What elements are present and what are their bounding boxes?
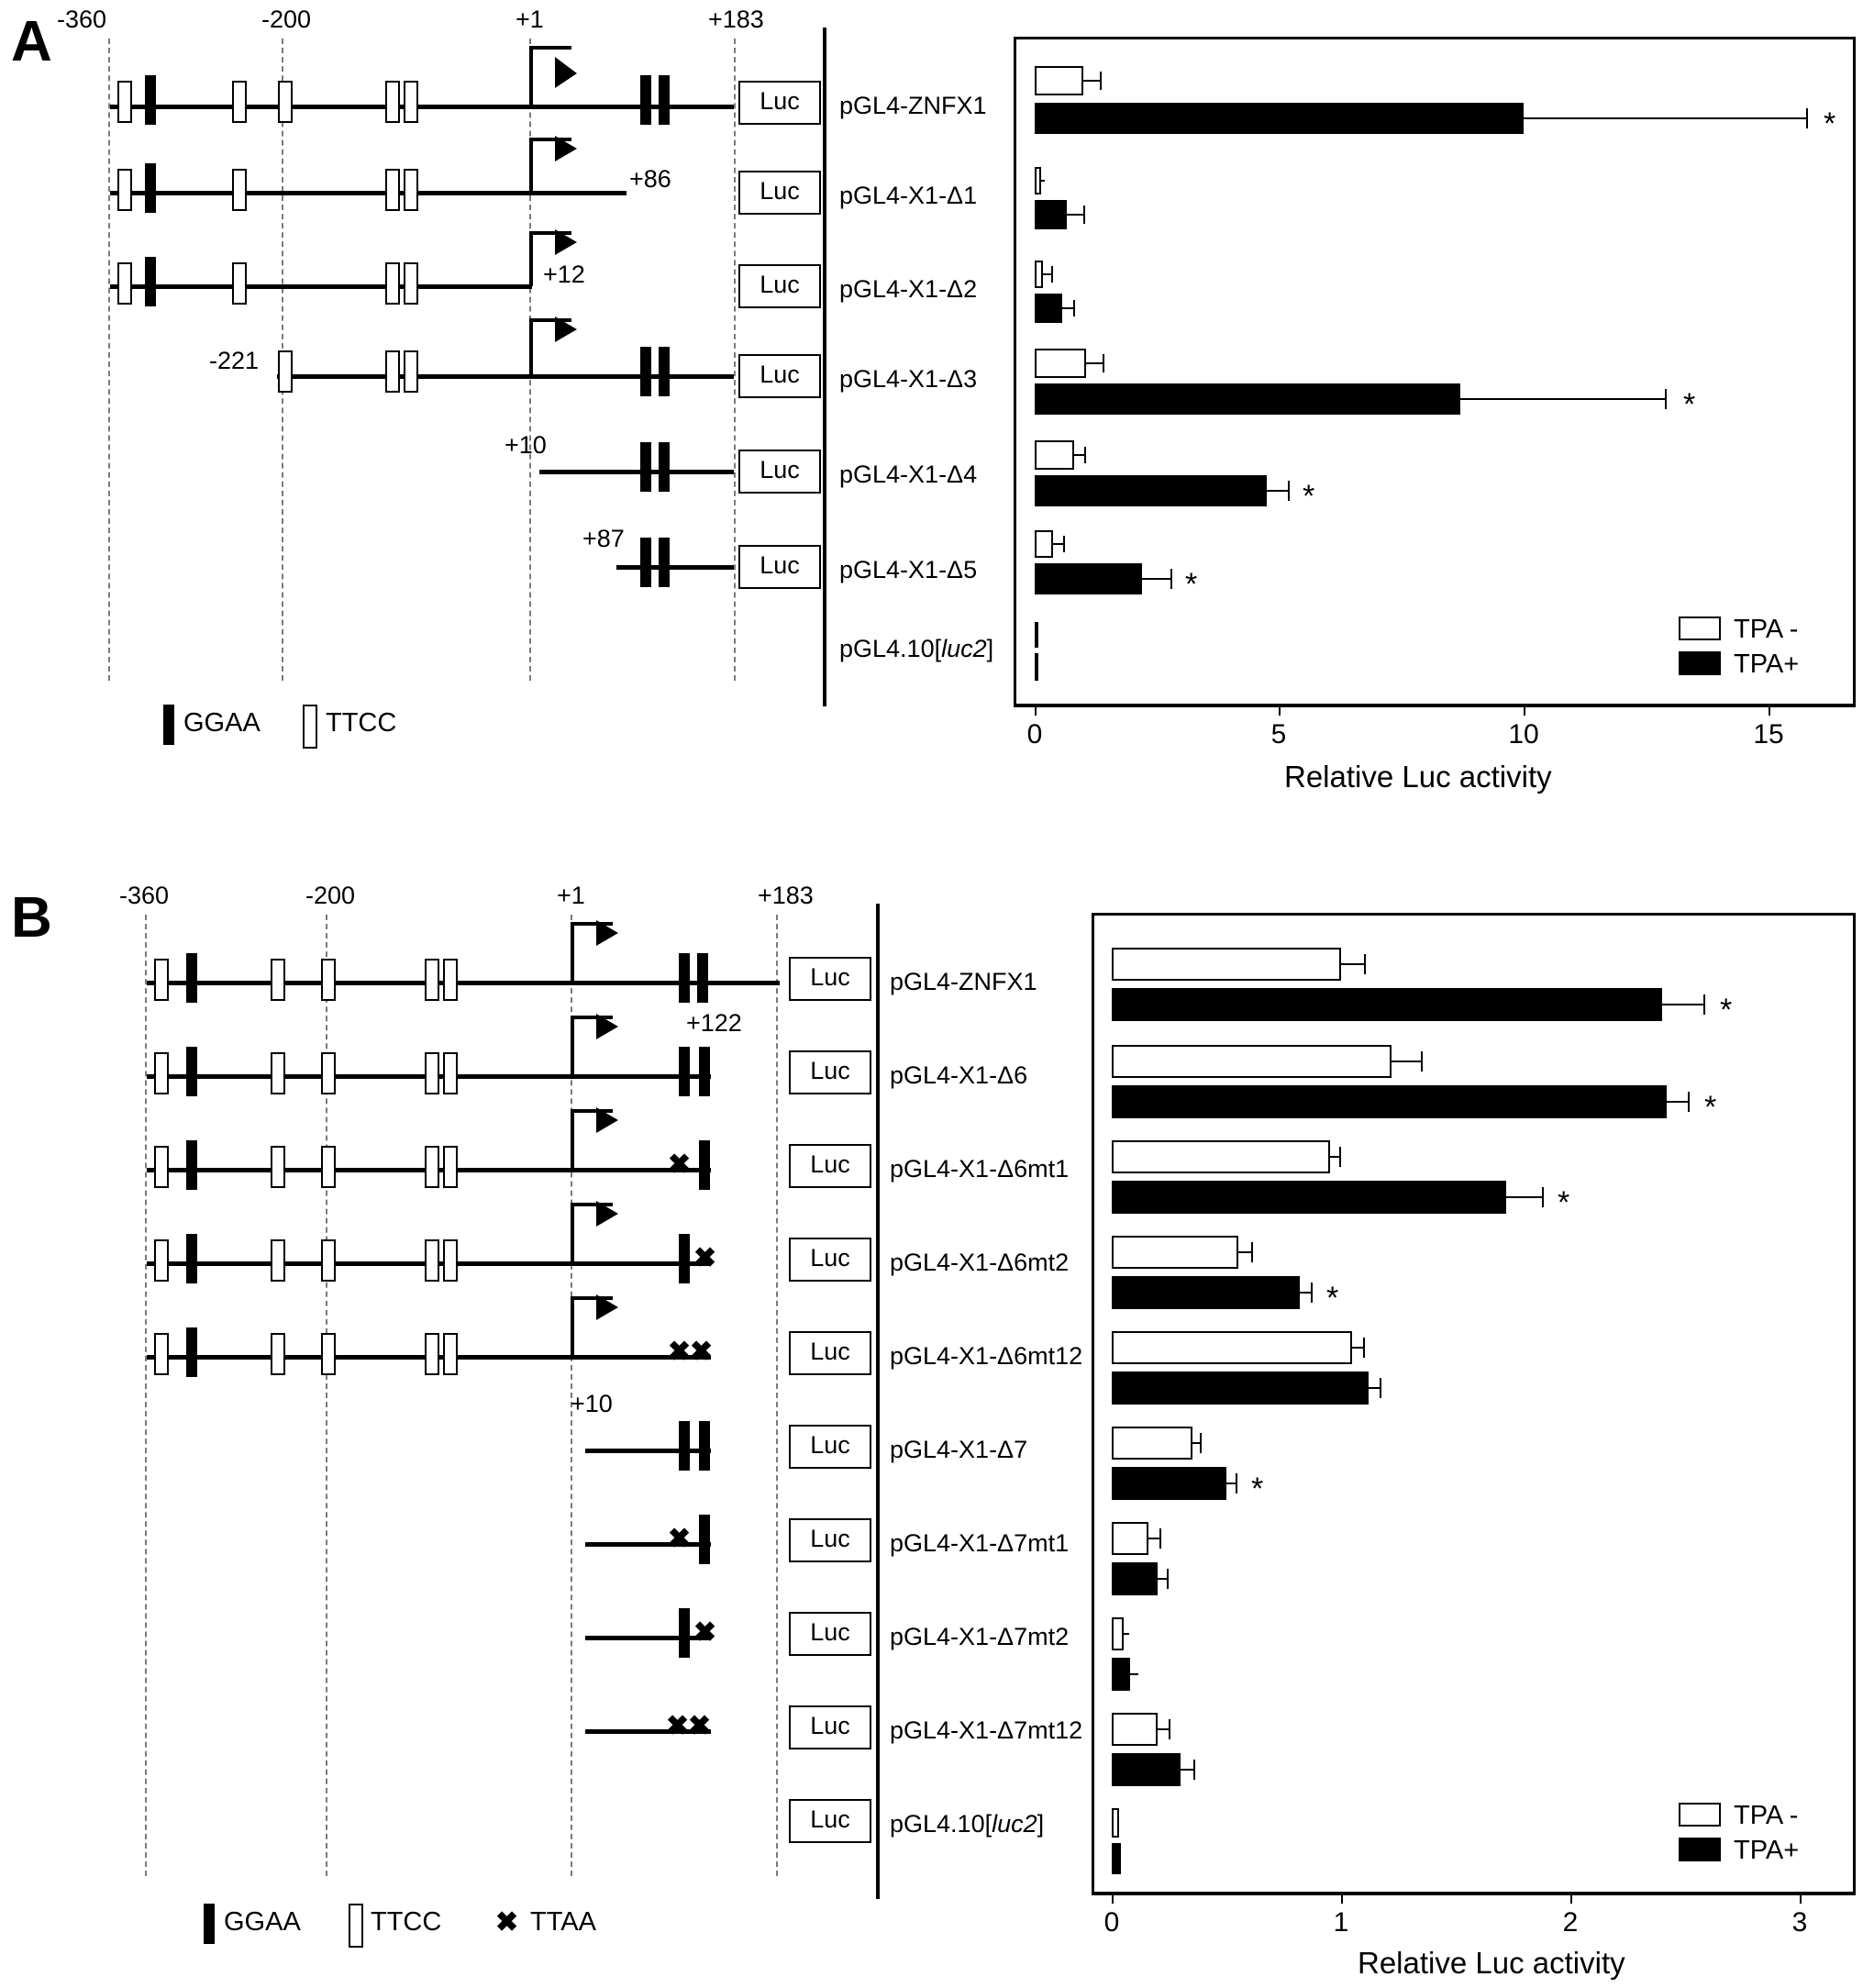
luc-box bbox=[789, 1518, 871, 1562]
error-cap bbox=[1236, 1473, 1237, 1494]
construct-position-label: +10 bbox=[571, 1390, 613, 1417]
error-cap bbox=[1100, 72, 1102, 90]
error-cap bbox=[1688, 1092, 1690, 1112]
construct-name: pGL4-X1-Δ6mt2 bbox=[890, 1249, 1070, 1276]
x-axis-tick-label: 15 bbox=[1753, 719, 1784, 750]
bar-tpa-plus bbox=[1112, 1181, 1506, 1214]
site-ttcc bbox=[271, 959, 285, 1001]
tss-arrow bbox=[571, 1107, 626, 1172]
key-ttaa-label: TTAA bbox=[530, 1907, 596, 1937]
x-axis-tick-label: 5 bbox=[1270, 719, 1287, 750]
luc-box bbox=[738, 545, 821, 589]
panel-a bbox=[0, 0, 1863, 917]
error-cap bbox=[1084, 447, 1086, 463]
construct-position-label: +10 bbox=[505, 431, 547, 459]
bar-tpa-minus bbox=[1112, 1713, 1158, 1746]
luc-label: Luc bbox=[810, 1805, 850, 1833]
significance-star: * bbox=[1303, 479, 1315, 514]
bar-tpa-minus bbox=[1035, 349, 1086, 378]
site-ttaa-x: ✖ bbox=[668, 1337, 692, 1367]
luc-label: Luc bbox=[760, 456, 800, 483]
site-ttcc bbox=[404, 262, 418, 305]
bar-tpa-plus bbox=[1112, 1467, 1226, 1500]
site-ttcc bbox=[385, 262, 400, 305]
site-ttcc bbox=[232, 169, 247, 211]
luc-box bbox=[789, 1705, 871, 1749]
x-axis-tick-label: 0 bbox=[1103, 1907, 1120, 1938]
map-tick-label: -200 bbox=[305, 882, 356, 909]
luc-box bbox=[789, 1425, 871, 1469]
site-ttcc bbox=[117, 262, 132, 305]
site-ttcc bbox=[154, 1052, 169, 1094]
bar-tpa-minus bbox=[1112, 1808, 1119, 1838]
site-ggaa bbox=[186, 1140, 197, 1190]
error-cap bbox=[1380, 1378, 1381, 1398]
error-bar bbox=[1238, 1251, 1252, 1253]
construct-name: pGL4-X1-Δ6mt12 bbox=[890, 1342, 1083, 1370]
significance-star: * bbox=[1251, 1472, 1264, 1506]
error-bar bbox=[1667, 1101, 1689, 1103]
x-axis-tick bbox=[1279, 705, 1281, 716]
site-ttcc bbox=[443, 959, 458, 1001]
site-ttcc bbox=[278, 81, 293, 123]
luc-label: Luc bbox=[760, 271, 800, 298]
construct-position-label: -221 bbox=[209, 347, 260, 374]
map-guide-dashed bbox=[145, 915, 147, 1876]
luc-box bbox=[738, 171, 821, 215]
x-axis-tick-label: 2 bbox=[1562, 1907, 1579, 1938]
luc-box bbox=[789, 1612, 871, 1656]
bar-tpa-plus bbox=[1112, 1276, 1300, 1309]
error-cap bbox=[1159, 1528, 1161, 1549]
map-tick-label: +183 bbox=[758, 882, 814, 909]
error-cap bbox=[1103, 354, 1104, 372]
construct-line bbox=[110, 284, 532, 289]
legend-swatch-tpa-minus bbox=[1679, 616, 1721, 640]
site-ttcc bbox=[154, 1146, 169, 1188]
bar-tpa-minus bbox=[1112, 1236, 1238, 1269]
significance-star: * bbox=[1704, 1090, 1717, 1125]
error-bar bbox=[1524, 117, 1807, 119]
significance-star: * bbox=[1683, 387, 1696, 422]
luc-label: Luc bbox=[810, 1712, 850, 1739]
map-tick-label: +1 bbox=[557, 882, 585, 909]
site-ttaa-x: ✖ bbox=[688, 1711, 712, 1741]
site-ttcc bbox=[271, 1239, 285, 1282]
construct-name: pGL4-X1-Δ7 bbox=[890, 1436, 1028, 1463]
luc-label: Luc bbox=[760, 551, 800, 579]
error-bar bbox=[1662, 1004, 1704, 1005]
site-ttcc bbox=[385, 169, 400, 211]
site-ttcc bbox=[271, 1146, 285, 1188]
construct-position-label: +12 bbox=[543, 261, 585, 288]
x-axis-tick-label: 1 bbox=[1333, 1907, 1349, 1938]
site-ttcc bbox=[404, 169, 418, 211]
construct-name: pGL4-X1-Δ2 bbox=[839, 275, 978, 303]
bar-tpa-minus bbox=[1112, 1522, 1148, 1555]
x-axis-title: Relative Luc activity bbox=[1284, 760, 1552, 794]
construct-name: pGL4-X1-Δ5 bbox=[839, 556, 978, 583]
error-cap bbox=[1339, 1147, 1341, 1167]
construct-line bbox=[616, 565, 734, 570]
site-ttcc bbox=[154, 959, 169, 1001]
site-ttcc bbox=[385, 350, 400, 393]
tss-arrow bbox=[529, 136, 584, 197]
bar-tpa-minus bbox=[1035, 622, 1038, 648]
legend-label-tpa-minus: TPA - bbox=[1734, 1801, 1799, 1830]
map-axis-solid bbox=[876, 904, 880, 1899]
bar-tpa-plus bbox=[1035, 563, 1142, 594]
x-axis-tick-label: 0 bbox=[1026, 719, 1043, 750]
panel-a-letter: A bbox=[11, 10, 52, 73]
site-ttcc bbox=[117, 169, 132, 211]
luc-box bbox=[738, 264, 821, 308]
significance-star: * bbox=[1185, 567, 1198, 602]
map-axis-solid bbox=[823, 28, 826, 706]
error-cap bbox=[1288, 481, 1290, 501]
construct-name: pGL4-X1-Δ7mt2 bbox=[890, 1623, 1070, 1650]
bar-tpa-plus bbox=[1035, 653, 1038, 681]
error-bar bbox=[1067, 214, 1084, 216]
x-axis-line bbox=[1014, 705, 1856, 707]
error-cap bbox=[1193, 1760, 1195, 1780]
x-axis-tick bbox=[1035, 705, 1037, 716]
construct-name: pGL4-X1-Δ7mt1 bbox=[890, 1529, 1070, 1557]
luc-label: Luc bbox=[760, 87, 800, 115]
site-ttcc bbox=[443, 1052, 458, 1094]
site-ttcc bbox=[154, 1333, 169, 1375]
x-axis-tick bbox=[1524, 705, 1525, 716]
site-ggaa bbox=[640, 442, 651, 492]
site-ttcc bbox=[443, 1333, 458, 1375]
construct-line bbox=[585, 1636, 711, 1640]
luc-box bbox=[789, 1331, 871, 1375]
key-ggaa-symbol bbox=[163, 705, 174, 745]
key-ggaa-label: GGAA bbox=[183, 708, 261, 738]
key-ttcc-symbol bbox=[349, 1904, 363, 1948]
site-ggaa bbox=[697, 953, 708, 1003]
site-ggaa bbox=[659, 75, 670, 125]
site-ttcc bbox=[321, 1146, 336, 1188]
error-cap bbox=[1200, 1433, 1202, 1453]
bar-tpa-plus bbox=[1035, 103, 1524, 134]
map-guide-dashed bbox=[108, 39, 110, 681]
site-ggaa bbox=[145, 75, 156, 125]
error-cap bbox=[1083, 205, 1085, 224]
legend-label-tpa-plus: TPA+ bbox=[1734, 1836, 1800, 1865]
error-bar bbox=[1124, 1633, 1129, 1635]
luc-label: Luc bbox=[810, 1431, 850, 1459]
site-ggaa bbox=[699, 1515, 710, 1564]
tss-arrow bbox=[571, 1201, 626, 1266]
site-ttcc bbox=[404, 81, 418, 123]
tss-arrow bbox=[571, 920, 626, 985]
construct-position-label: +122 bbox=[686, 1009, 742, 1037]
error-bar bbox=[1130, 1673, 1138, 1675]
error-cap bbox=[1363, 1338, 1365, 1358]
bar-tpa-minus bbox=[1035, 261, 1043, 288]
key-ttcc-label: TTCC bbox=[326, 708, 397, 738]
bar-tpa-minus bbox=[1112, 948, 1341, 981]
site-ggaa bbox=[659, 442, 670, 492]
key-ttcc-symbol bbox=[303, 705, 317, 749]
luc-box bbox=[789, 1799, 871, 1843]
map-tick-label: -360 bbox=[57, 6, 107, 33]
site-ttcc bbox=[321, 959, 336, 1001]
x-axis-tick-label: 3 bbox=[1791, 1907, 1808, 1938]
error-bar bbox=[1083, 80, 1101, 82]
bar-tpa-minus bbox=[1035, 530, 1053, 558]
site-ttcc bbox=[425, 1052, 439, 1094]
site-ggaa bbox=[699, 1421, 710, 1471]
panel-b bbox=[0, 867, 1863, 1988]
site-ggaa bbox=[186, 1234, 197, 1283]
bar-tpa-plus bbox=[1112, 1085, 1667, 1118]
site-ttcc bbox=[321, 1333, 336, 1375]
legend-swatch-tpa-minus bbox=[1679, 1803, 1721, 1827]
bar-tpa-plus bbox=[1035, 294, 1062, 323]
bar-tpa-plus bbox=[1035, 200, 1067, 229]
map-guide-dashed bbox=[734, 39, 736, 681]
bar-tpa-minus bbox=[1035, 167, 1041, 194]
bar-tpa-plus bbox=[1112, 1372, 1369, 1405]
site-ggaa bbox=[186, 953, 197, 1003]
luc-label: Luc bbox=[810, 1150, 850, 1178]
bar-tpa-plus bbox=[1035, 475, 1267, 506]
site-ttcc bbox=[278, 350, 293, 393]
bar-tpa-plus bbox=[1112, 1658, 1130, 1691]
error-cap bbox=[1063, 536, 1065, 552]
construct-name: pGL4-ZNFX1 bbox=[890, 968, 1037, 995]
error-bar bbox=[1341, 963, 1365, 965]
x-axis-tick bbox=[1341, 1893, 1343, 1904]
luc-label: Luc bbox=[810, 1338, 850, 1365]
error-cap bbox=[1251, 1242, 1253, 1262]
error-cap bbox=[1169, 1719, 1170, 1739]
significance-star: * bbox=[1824, 106, 1836, 141]
site-ttcc bbox=[404, 350, 418, 393]
site-ttcc bbox=[443, 1239, 458, 1282]
error-cap bbox=[1806, 108, 1808, 128]
luc-box bbox=[789, 957, 871, 1001]
site-ttcc bbox=[321, 1239, 336, 1282]
legend-label-tpa-minus: TPA - bbox=[1734, 615, 1799, 644]
site-ttcc bbox=[385, 81, 400, 123]
luc-box bbox=[789, 1144, 871, 1188]
site-ggaa bbox=[699, 1140, 710, 1190]
luc-box bbox=[738, 81, 821, 125]
map-tick-label: +1 bbox=[516, 6, 544, 33]
site-ggaa bbox=[679, 953, 690, 1003]
error-bar bbox=[1181, 1769, 1194, 1771]
error-cap bbox=[1170, 569, 1172, 589]
luc-label: Luc bbox=[810, 1618, 850, 1646]
significance-star: * bbox=[1558, 1185, 1570, 1220]
site-ttcc bbox=[425, 1333, 439, 1375]
luc-box bbox=[738, 450, 821, 494]
site-ggaa bbox=[679, 1608, 690, 1658]
bar-tpa-minus bbox=[1035, 440, 1074, 470]
legend-swatch-tpa-plus bbox=[1679, 651, 1721, 675]
panel-b-letter: B bbox=[11, 886, 52, 950]
site-ttcc bbox=[232, 262, 247, 305]
error-cap bbox=[1703, 994, 1705, 1015]
error-cap bbox=[1073, 300, 1075, 317]
error-cap bbox=[1051, 266, 1053, 283]
x-axis-tick bbox=[1112, 1893, 1114, 1904]
x-axis-tick-label: 10 bbox=[1508, 719, 1539, 750]
x-axis-tick bbox=[1800, 1893, 1802, 1904]
construct-name: pGL4-X1-Δ1 bbox=[839, 182, 978, 209]
x-axis-title: Relative Luc activity bbox=[1358, 1946, 1625, 1980]
error-cap bbox=[1364, 954, 1366, 974]
site-ttaa-x: ✖ bbox=[666, 1711, 690, 1741]
tss-arrow bbox=[571, 1014, 626, 1079]
construct-line bbox=[585, 1449, 711, 1453]
site-ttaa-x: ✖ bbox=[693, 1617, 717, 1648]
error-bar bbox=[1267, 490, 1289, 492]
luc-label: Luc bbox=[760, 361, 800, 388]
tss-arrow bbox=[529, 317, 584, 380]
construct-name: pGL4-X1-Δ7mt12 bbox=[890, 1716, 1083, 1744]
bar-tpa-minus bbox=[1112, 1331, 1352, 1364]
error-bar bbox=[1142, 578, 1171, 580]
bar-tpa-minus bbox=[1035, 66, 1083, 95]
construct-line bbox=[539, 470, 734, 474]
error-cap bbox=[1167, 1569, 1169, 1589]
error-bar bbox=[1086, 362, 1103, 364]
site-ggaa bbox=[679, 1421, 690, 1471]
construct-position-label: +87 bbox=[582, 525, 625, 552]
site-ggaa bbox=[659, 347, 670, 396]
legend-label-tpa-plus: TPA+ bbox=[1734, 650, 1800, 679]
site-ttcc bbox=[232, 81, 247, 123]
site-ttcc bbox=[425, 1146, 439, 1188]
error-cap bbox=[1665, 389, 1667, 409]
construct-name: pGL4.10[luc2] bbox=[890, 1810, 1045, 1838]
error-bar bbox=[1392, 1061, 1422, 1062]
site-ttaa-x: ✖ bbox=[690, 1337, 714, 1367]
luc-box bbox=[738, 354, 821, 398]
bar-tpa-plus bbox=[1112, 1753, 1181, 1786]
site-ggaa bbox=[186, 1047, 197, 1096]
bar-tpa-minus bbox=[1112, 1140, 1330, 1173]
site-ttcc bbox=[425, 1239, 439, 1282]
key-ttaa-symbol: ✖ bbox=[495, 1907, 519, 1938]
site-ttcc bbox=[117, 81, 132, 123]
error-bar bbox=[1041, 180, 1045, 182]
error-bar bbox=[1506, 1196, 1543, 1198]
site-ggaa bbox=[679, 1047, 690, 1096]
construct-name: pGL4-ZNFX1 bbox=[839, 92, 987, 119]
key-ggaa-symbol bbox=[204, 1904, 215, 1944]
bar-tpa-plus bbox=[1112, 1562, 1158, 1595]
significance-star: * bbox=[1720, 993, 1733, 1027]
luc-box bbox=[789, 1238, 871, 1282]
x-axis-tick bbox=[1570, 1893, 1572, 1904]
bar-tpa-plus bbox=[1112, 988, 1662, 1021]
site-ttcc bbox=[271, 1052, 285, 1094]
site-ggaa bbox=[699, 1047, 710, 1096]
site-ttcc bbox=[271, 1333, 285, 1375]
site-ttcc bbox=[443, 1146, 458, 1188]
error-cap bbox=[1421, 1051, 1423, 1072]
site-ggaa bbox=[145, 257, 156, 306]
map-tick-label: -360 bbox=[119, 882, 170, 909]
construct-name: pGL4-X1-Δ4 bbox=[839, 461, 978, 488]
construct-line bbox=[585, 1542, 711, 1547]
site-ggaa bbox=[145, 163, 156, 213]
site-ttaa-x: ✖ bbox=[668, 1524, 692, 1554]
bar-tpa-plus bbox=[1112, 1843, 1121, 1874]
construct-position-label: +86 bbox=[629, 165, 671, 193]
error-cap bbox=[1542, 1187, 1544, 1207]
site-ttcc bbox=[425, 959, 439, 1001]
error-bar bbox=[1460, 398, 1666, 400]
site-ttaa-x: ✖ bbox=[693, 1243, 717, 1273]
tss-arrow bbox=[571, 1294, 626, 1360]
site-ttcc bbox=[154, 1239, 169, 1282]
site-ggaa bbox=[659, 538, 670, 587]
bar-tpa-minus bbox=[1112, 1617, 1124, 1650]
chart-a-frame bbox=[1014, 37, 1856, 706]
bar-tpa-minus bbox=[1112, 1045, 1392, 1078]
construct-name: pGL4-X1-Δ6mt1 bbox=[890, 1155, 1070, 1183]
luc-label: Luc bbox=[810, 1525, 850, 1552]
luc-label: Luc bbox=[810, 1057, 850, 1084]
site-ggaa bbox=[679, 1234, 690, 1283]
key-ggaa-label: GGAA bbox=[224, 1907, 301, 1937]
x-axis-line bbox=[1092, 1893, 1856, 1895]
luc-box bbox=[789, 1050, 871, 1094]
map-tick-label: +183 bbox=[708, 6, 764, 33]
construct-name: pGL4-X1-Δ6 bbox=[890, 1061, 1028, 1089]
map-guide-dashed bbox=[776, 915, 778, 1876]
site-ggaa bbox=[640, 75, 651, 125]
key-ttcc-label: TTCC bbox=[371, 1907, 442, 1937]
site-ttcc bbox=[321, 1052, 336, 1094]
tss-arrow bbox=[529, 44, 584, 109]
error-cap bbox=[1311, 1283, 1313, 1303]
site-ttaa-x: ✖ bbox=[668, 1149, 692, 1180]
bar-tpa-plus bbox=[1035, 383, 1460, 415]
luc-label: Luc bbox=[810, 1244, 850, 1272]
legend-swatch-tpa-plus bbox=[1679, 1838, 1721, 1861]
site-ggaa bbox=[640, 538, 651, 587]
construct-name: pGL4-X1-Δ3 bbox=[839, 365, 978, 393]
bar-tpa-minus bbox=[1112, 1427, 1192, 1460]
construct-name: pGL4.10[luc2] bbox=[839, 635, 994, 662]
luc-label: Luc bbox=[760, 177, 800, 205]
x-axis-tick bbox=[1769, 705, 1770, 716]
site-ggaa bbox=[640, 347, 651, 396]
map-tick-label: -200 bbox=[261, 6, 312, 33]
luc-label: Luc bbox=[810, 963, 850, 991]
site-ggaa bbox=[186, 1327, 197, 1377]
significance-star: * bbox=[1326, 1281, 1339, 1316]
